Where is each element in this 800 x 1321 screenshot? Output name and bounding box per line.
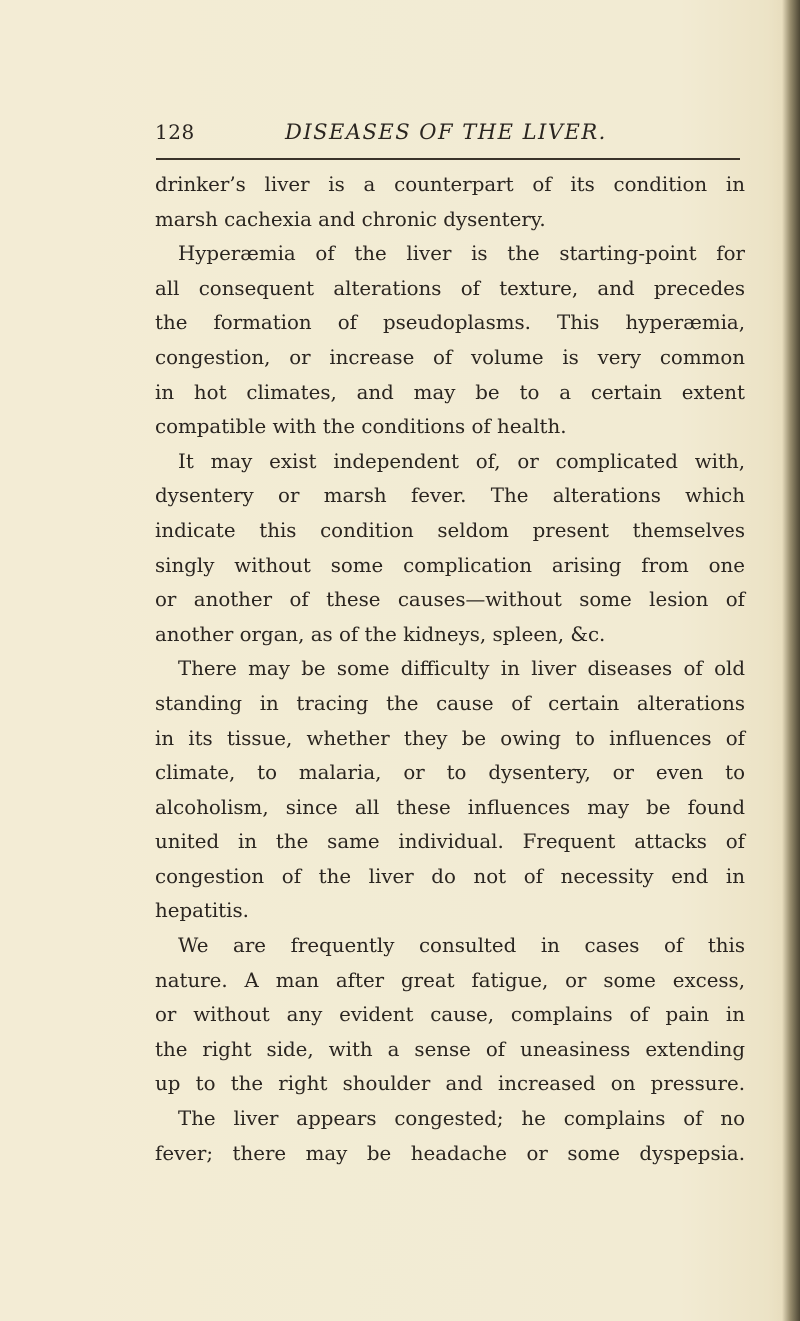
text-line: Hyperæmia of the liver is the starting-point for (178, 242, 745, 266)
header-rule (156, 158, 740, 160)
body-text (155, 168, 745, 1171)
text-line: compatible with the conditions of health. (155, 415, 567, 439)
page-number: 128 (155, 120, 195, 144)
text-line: alcoholism, since all these influences may be found (155, 795, 745, 819)
text-line: the formation of pseudoplasms. This hyperæmia, (155, 311, 745, 335)
text-line: fever; there may be headache or some dyspepsia. (155, 1141, 745, 1165)
page-edge-shadow (782, 0, 800, 1321)
text-line: another organ, as of the kidneys, spleen, &c. (155, 622, 606, 646)
text-line: or another of these causes—without some lesion of (155, 588, 745, 612)
text-line: congestion of the liver do not of necessity end in (155, 864, 745, 888)
text-line: marsh cachexia and chronic dysentery. (155, 207, 546, 231)
text-line: up to the right shoulder and increased on pressure. (155, 1072, 745, 1096)
text-line: standing in tracing the cause of certain alterations (155, 691, 745, 715)
text-line: or without any evident cause, complains of pain in (155, 1003, 745, 1027)
text-line: drinker’s liver is a counterpart of its condition in (155, 173, 745, 196)
text-line: indicate this condition seldom present themselves (155, 518, 745, 542)
page-header (0, 117, 800, 149)
text-line: We are frequently consulted in cases of this (178, 934, 745, 958)
text-line: There may be some difficulty in liver diseases of old (178, 657, 745, 681)
text-line: The liver appears congested; he complains of no (178, 1107, 745, 1131)
text-line: dysentery or marsh fever. The alterations which (155, 484, 745, 508)
text-line: united in the same individual. Frequent attacks of (155, 830, 745, 854)
text-line: in hot climates, and may be to a certain extent (155, 380, 745, 404)
text-line: nature. A man after great fatigue, or some excess, (155, 968, 745, 992)
text-line: climate, to malaria, or to dysentery, or even to (155, 761, 745, 785)
text-line: the right side, with a sense of uneasiness extending (155, 1037, 745, 1061)
text-line: hepatitis. (155, 899, 249, 923)
text-line: It may exist independent of, or complicated with, (178, 449, 745, 473)
text-line: singly without some complication arising from one (155, 553, 745, 577)
text-line: all consequent alterations of texture, and precedes (155, 276, 745, 300)
text-line: congestion, or increase of volume is very common (155, 345, 745, 369)
text-line: in its tissue, whether they be owing to influences of (155, 726, 745, 750)
running-title: DISEASES OF THE LIVER. (285, 120, 607, 144)
